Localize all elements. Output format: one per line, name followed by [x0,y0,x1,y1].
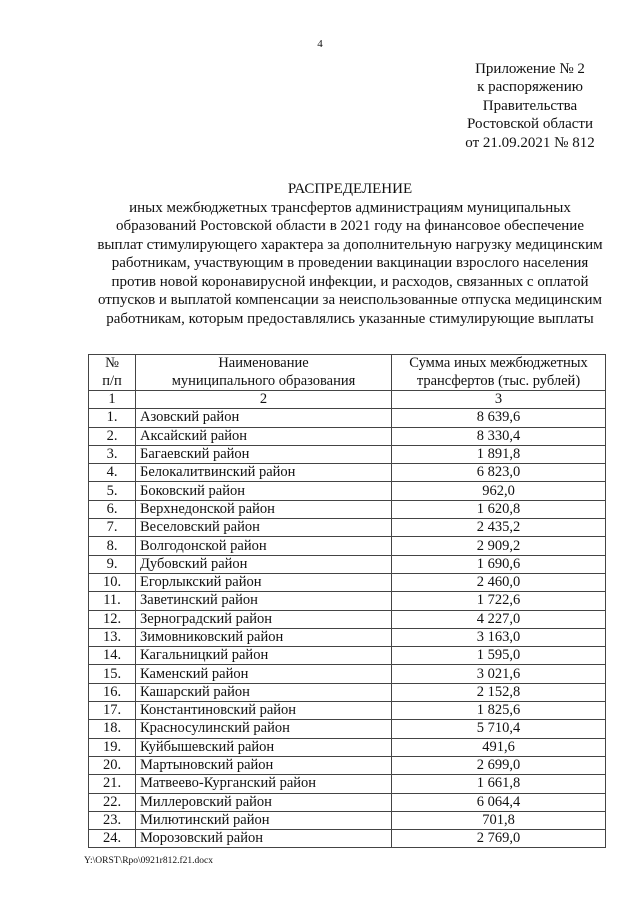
appendix-header [430,60,630,152]
transfer-amount: 962,0 [392,482,606,500]
table-row [89,482,606,500]
title-line: работникам, которым предоставлялись указанные стимулирующие выплаты [106,310,594,327]
municipality-name: Зерноградский район [136,610,392,628]
title-heading: РАСПРЕДЕЛЕНИЕ [287,181,413,197]
row-number: 10. [89,573,136,591]
row-number: 21. [89,775,136,793]
table-row [89,592,606,610]
municipality-name: Зимовниковский район [136,628,392,646]
header-text: № [105,355,119,371]
appendix-line: к распоряжению [477,79,583,96]
transfer-amount: 3 021,6 [392,665,606,683]
municipality-name: Куйбышевский район [136,738,392,756]
appendix-line: Правительства [482,97,578,114]
header-text: трансфертов (тыс. рублей) [416,372,581,389]
transfer-amount: 5 710,4 [392,720,606,738]
row-number: 12. [89,610,136,628]
file-path-footer: Y:\ORST\Rpo\0921r812.f21.docx [84,856,213,866]
row-number: 22. [89,793,136,811]
table-row [89,793,606,811]
row-number: 9. [89,555,136,573]
transfer-amount: 2 460,0 [392,573,606,591]
table-row [89,775,606,793]
municipality-name: Заветинский район [136,592,392,610]
table-row [89,464,606,482]
municipality-name: Боковский район [136,482,392,500]
transfer-amount: 491,6 [392,738,606,756]
header-name [136,355,392,391]
table-row [89,427,606,445]
row-number: 13. [89,628,136,646]
transfer-amount: 1 620,8 [392,500,606,518]
row-number: 24. [89,830,136,848]
municipality-name: Волгодонской район [136,537,392,555]
transfer-amount: 6 823,0 [392,464,606,482]
row-number: 6. [89,500,136,518]
transfer-amount: 1 595,0 [392,647,606,665]
municipality-name: Азовский район [136,409,392,427]
appendix-line: от 21.09.2021 № 812 [465,134,595,151]
header-text: Наименование [218,355,309,371]
table-row [89,756,606,774]
header-text: Сумма иных межбюджетных [409,355,588,371]
transfer-amount: 2 152,8 [392,683,606,701]
column-number: 2 [136,391,392,409]
title-line: образований Ростовской области в 2021 году на финансовое обеспечение [116,218,584,234]
title-line: выплат стимулирующего характера за дополнительную нагрузку медицинским [97,236,603,253]
municipality-name: Багаевский район [136,445,392,463]
table-row [89,610,606,628]
transfer-amount: 8 330,4 [392,427,606,445]
transfer-amount: 1 891,8 [392,445,606,463]
row-number: 4. [89,464,136,482]
table-row [89,573,606,591]
table-row [89,647,606,665]
municipality-name: Егорлыкский район [136,573,392,591]
transfer-amount: 4 227,0 [392,610,606,628]
municipality-name: Морозовский район [136,830,392,848]
municipality-name: Красносулинский район [136,720,392,738]
column-number-row [89,391,606,409]
row-number: 5. [89,482,136,500]
municipality-name: Кагальницкий район [136,647,392,665]
table-row [89,537,606,555]
transfer-amount: 2 699,0 [392,756,606,774]
header-text: муниципального образования [171,372,356,389]
header-text: п/п [102,372,122,389]
municipality-name: Мартыновский район [136,756,392,774]
municipality-name: Милютинский район [136,811,392,829]
table-row [89,628,606,646]
table-row [89,830,606,848]
header-number [89,355,136,391]
table-row [89,555,606,573]
appendix-line: Приложение № 2 [475,61,585,77]
table-row [89,738,606,756]
municipality-name: Верхнедонской район [136,500,392,518]
transfer-amount: 1 722,6 [392,592,606,610]
table-row [89,519,606,537]
table-row [89,665,606,683]
appendix-line: Ростовской области [467,116,593,133]
transfer-amount: 8 639,6 [392,409,606,427]
row-number: 19. [89,738,136,756]
title-line: против новой коронавирусной инфекции, и расходов, связанных с оплатой [111,273,589,290]
municipality-name: Дубовский район [136,555,392,573]
municipality-name: Белокалитвинский район [136,464,392,482]
column-number: 1 [89,391,136,409]
title-line: иных межбюджетных трансфертов администрациям муниципальных [129,199,571,216]
transfer-amount: 1 661,8 [392,775,606,793]
municipality-name: Кашарский район [136,683,392,701]
distribution-table [88,354,606,848]
table-header-row [89,355,606,391]
title-line: отпусков и выплатой компенсации за неиспользованные отпуска медицинским [98,292,602,308]
row-number: 3. [89,445,136,463]
row-number: 23. [89,811,136,829]
transfer-amount: 1 825,6 [392,702,606,720]
row-number: 20. [89,756,136,774]
table-row [89,702,606,720]
row-number: 18. [89,720,136,738]
municipality-name: Миллеровский район [136,793,392,811]
header-amount [392,355,606,391]
row-number: 14. [89,647,136,665]
document-title [70,180,630,328]
transfer-amount: 2 909,2 [392,537,606,555]
municipality-name: Веселовский район [136,519,392,537]
table-row [89,811,606,829]
table-row [89,445,606,463]
title-line: работникам, участвующим в проведении вакцинации взрослого населения [111,255,589,271]
municipality-name: Аксайский район [136,427,392,445]
municipality-name: Матвеево-Курганский район [136,775,392,793]
row-number: 1. [89,409,136,427]
transfer-amount: 2 435,2 [392,519,606,537]
row-number: 8. [89,537,136,555]
transfer-amount: 3 163,0 [392,628,606,646]
page-number: 4 [317,38,323,50]
transfer-amount: 1 690,6 [392,555,606,573]
table-row [89,683,606,701]
row-number: 15. [89,665,136,683]
transfer-amount: 6 064,4 [392,793,606,811]
column-number: 3 [392,391,606,409]
table-row [89,409,606,427]
table-row [89,720,606,738]
municipality-name: Константиновский район [136,702,392,720]
row-number: 2. [89,427,136,445]
row-number: 11. [89,592,136,610]
row-number: 7. [89,519,136,537]
transfer-amount: 2 769,0 [392,830,606,848]
transfer-amount: 701,8 [392,811,606,829]
row-number: 17. [89,702,136,720]
municipality-name: Каменский район [136,665,392,683]
table-row [89,500,606,518]
row-number: 16. [89,683,136,701]
